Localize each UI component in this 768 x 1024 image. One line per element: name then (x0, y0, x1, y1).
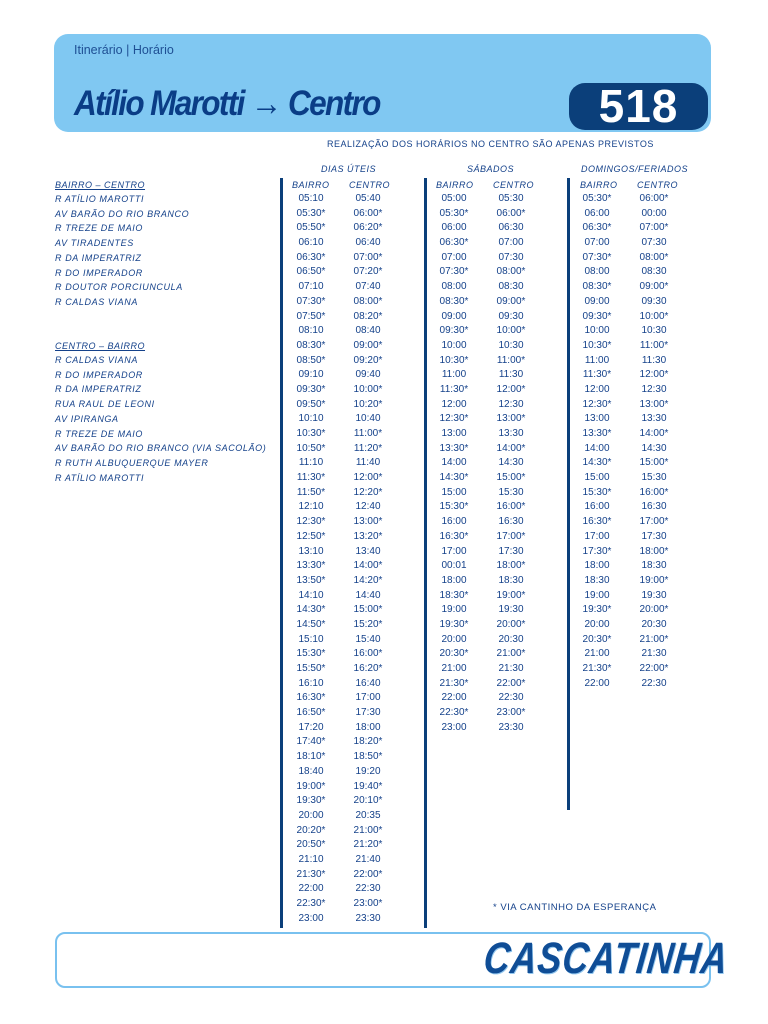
stop-item: R CALDAS VIANA (55, 355, 138, 365)
time-cell: 22:30* (296, 898, 326, 909)
time-cell: 10:30* (296, 428, 326, 439)
group-label-sundays: DOMINGOS/FERIADOS (581, 164, 689, 174)
time-cell: 16:00* (353, 648, 383, 660)
time-cell: 16:30 (641, 501, 667, 513)
stop-item: R CALDAS VIANA (55, 296, 138, 307)
time-cell: 07:40 (355, 281, 381, 293)
route-title-centro-bairro: CENTRO – BAIRRO (55, 341, 146, 351)
stop-item: R DA IMPERATRIZ (55, 384, 142, 395)
time-cell: 06:40 (355, 237, 381, 249)
time-cell: 14:30* (582, 457, 612, 469)
time-cell: 16:50* (296, 707, 326, 719)
time-cell: 15:40 (355, 633, 381, 645)
time-cell: 07:30* (582, 251, 612, 263)
time-cell: 14:00 (441, 457, 467, 469)
time-cell: 15:30* (296, 648, 326, 660)
time-cell: 16:30* (582, 516, 612, 528)
page-subtitle: Itinerário | Horário (74, 43, 174, 57)
time-cell: 09:50* (296, 398, 326, 410)
time-cell: 16:00* (496, 501, 526, 513)
time-cell: 08:30 (641, 266, 667, 278)
time-cell: 08:40 (355, 325, 381, 337)
time-cell: 07:20* (353, 266, 383, 278)
times-saturdays-bairro (432, 192, 476, 735)
stop-item: R ATÍLIO MAROTTI (55, 472, 145, 483)
time-cell: 08:00* (496, 266, 526, 278)
time-cell: 22:00 (584, 677, 610, 689)
time-cell: 09:40 (355, 369, 381, 381)
time-cell: 07:30* (296, 295, 326, 307)
time-cell: 15:00 (441, 486, 467, 498)
time-cell: 15:00* (496, 472, 526, 484)
time-cell: 00:01 (441, 560, 467, 572)
column-header-saturdays-centro: CENTRO (493, 180, 534, 190)
time-cell: 15:20* (353, 618, 383, 630)
time-cell: 13:30 (498, 428, 524, 439)
time-cell: 18:10* (296, 751, 326, 763)
footnote: * VIA CANTINHO DA ESPERANÇA (493, 902, 657, 913)
time-cell: 05:50* (296, 222, 326, 234)
time-cell: 08:00* (353, 295, 383, 307)
divider-line-right (567, 178, 570, 810)
time-cell: 07:00* (639, 222, 669, 234)
time-cell: 11:00* (496, 354, 526, 366)
time-cell: 20:20* (296, 824, 326, 836)
stop-item: AV BARÃO DO RIO BRANCO (55, 208, 190, 219)
times-weekdays-centro (346, 192, 390, 926)
time-cell: 16:00 (441, 516, 467, 528)
time-cell: 14:00* (353, 560, 383, 572)
time-cell: 09:30* (582, 310, 612, 322)
time-cell: 14:40 (355, 589, 381, 601)
time-cell: 14:30 (498, 457, 524, 469)
time-cell: 17:00 (584, 530, 610, 542)
time-cell: 10:00* (639, 310, 669, 322)
time-cell: 18:30 (498, 574, 524, 586)
time-cell: 12:30* (582, 398, 612, 410)
stop-item: RUA RAUL DE LEONI (55, 399, 155, 410)
time-cell: 15:00 (584, 472, 610, 484)
time-cell: 05:00 (441, 193, 467, 204)
time-cell: 12:00* (496, 383, 526, 395)
time-cell: 18:30 (641, 560, 667, 572)
time-cell: 22:00* (496, 677, 526, 689)
time-cell: 08:00 (584, 266, 610, 278)
time-cell: 21:30* (582, 663, 612, 674)
time-cell: 15:10 (298, 633, 324, 645)
time-cell: 13:50* (296, 574, 326, 586)
time-cell: 06:10 (298, 237, 324, 249)
time-cell: 11:00* (639, 339, 669, 351)
time-cell: 18:40 (298, 765, 324, 777)
time-cell: 21:30 (641, 648, 667, 660)
time-cell: 08:10 (298, 325, 324, 337)
times-weekdays-bairro (289, 192, 333, 926)
time-cell: 17:00* (639, 516, 669, 528)
time-cell: 20:35 (355, 809, 381, 821)
time-cell: 13:00* (353, 516, 383, 528)
column-header-sundays-centro: CENTRO (637, 180, 678, 190)
time-cell: 12:00 (584, 383, 610, 395)
time-cell: 07:30* (439, 266, 469, 278)
time-cell: 21:00 (441, 663, 467, 674)
time-cell: 08:30* (582, 281, 612, 293)
time-cell: 22:00* (639, 663, 669, 674)
time-cell: 11:30* (582, 369, 612, 381)
time-cell: 07:00* (353, 251, 383, 263)
time-cell: 16:30 (498, 516, 524, 528)
time-cell: 00:00 (641, 207, 667, 219)
time-cell: 10:30* (582, 339, 612, 351)
time-cell: 06:30* (296, 251, 326, 263)
route-title-bairro-centro: BAIRRO – CENTRO (55, 180, 146, 190)
time-cell: 09:30 (498, 310, 524, 322)
time-cell: 10:00* (496, 325, 526, 337)
time-cell: 18:00 (584, 560, 610, 572)
time-cell: 05:30 (498, 193, 524, 204)
time-cell: 11:30 (641, 354, 667, 366)
time-cell: 08:30 (498, 281, 524, 293)
time-cell: 21:10 (298, 853, 324, 865)
time-cell: 19:30* (582, 604, 612, 616)
divider-line-middle (424, 178, 427, 928)
time-cell: 11:30* (296, 472, 326, 484)
time-cell: 17:30 (355, 707, 381, 719)
time-cell: 06:30* (439, 237, 469, 249)
column-header-weekdays-centro: CENTRO (349, 180, 390, 190)
time-cell: 05:40 (355, 193, 381, 204)
time-cell: 17:00 (355, 692, 381, 704)
time-cell: 20:30* (582, 633, 612, 645)
time-cell: 18:00* (639, 545, 669, 557)
time-cell: 07:00 (498, 237, 524, 249)
time-cell: 19:00 (584, 589, 610, 601)
time-cell: 16:30* (439, 530, 469, 542)
time-cell: 11:30* (439, 383, 469, 395)
stop-item: AV TIRADENTES (55, 238, 134, 249)
time-cell: 11:20* (353, 442, 383, 454)
group-label-saturdays: SÁBADOS (467, 164, 515, 174)
time-cell: 12:30* (296, 516, 326, 528)
time-cell: 18:30 (584, 574, 610, 586)
time-cell: 18:30* (439, 589, 469, 601)
time-cell: 06:50* (296, 266, 326, 278)
time-cell: 19:20 (355, 765, 381, 777)
column-header-weekdays-bairro: BAIRRO (292, 180, 330, 190)
time-cell: 15:00* (639, 457, 669, 469)
time-cell: 12:50* (296, 530, 326, 542)
time-cell: 22:00 (298, 883, 324, 895)
time-cell: 21:20* (353, 839, 383, 851)
time-cell: 20:00 (298, 809, 324, 821)
time-cell: 18:00 (355, 721, 381, 733)
time-cell: 18:00* (496, 560, 526, 572)
time-cell: 16:10 (298, 677, 324, 689)
time-cell: 13:00* (496, 413, 526, 425)
stop-item: R DA IMPERATRIZ (55, 252, 142, 263)
time-cell: 09:30 (641, 295, 667, 307)
time-cell: 11:00 (584, 354, 610, 366)
time-cell: 13:30* (582, 428, 612, 439)
time-cell: 19:00* (296, 780, 326, 792)
stop-item: R ATÍLIO MAROTTI (55, 194, 145, 204)
time-cell: 09:00 (441, 310, 467, 322)
time-cell: 09:10 (298, 369, 324, 381)
time-cell: 20:00 (441, 633, 467, 645)
time-cell: 07:00 (441, 251, 467, 263)
time-cell: 10:20* (353, 398, 383, 410)
divider-line-left (280, 178, 283, 928)
time-cell: 13:40 (355, 545, 381, 557)
time-cell: 08:20* (353, 310, 383, 322)
time-cell: 22:00* (353, 868, 383, 880)
time-cell: 09:00* (496, 295, 526, 307)
time-cell: 06:30 (498, 222, 524, 234)
stop-item: AV IPIRANGA (55, 413, 119, 424)
column-header-sundays-bairro: BAIRRO (580, 180, 618, 190)
time-cell: 10:00 (441, 339, 467, 351)
time-cell: 06:00* (496, 207, 526, 219)
time-cell: 15:50* (296, 663, 326, 674)
time-cell: 21:00* (353, 824, 383, 836)
time-cell: 10:00 (584, 325, 610, 337)
column-header-saturdays-bairro: BAIRRO (436, 180, 474, 190)
time-cell: 23:30 (498, 721, 524, 733)
time-cell: 11:30 (498, 369, 524, 381)
time-cell: 23:00* (353, 898, 383, 909)
time-cell: 14:50* (296, 618, 326, 630)
stop-item: R DO IMPERADOR (55, 369, 143, 380)
time-cell: 14:00* (639, 428, 669, 439)
time-cell: 19:00* (639, 574, 669, 586)
time-cell: 06:00 (584, 207, 610, 219)
time-cell: 07:50* (296, 310, 326, 322)
time-cell: 10:40 (355, 413, 381, 425)
time-cell: 10:50* (296, 442, 326, 454)
time-cell: 05:10 (298, 193, 324, 204)
times-sundays-centro (632, 192, 676, 691)
time-cell: 18:00 (441, 574, 467, 586)
time-cell: 20:00* (496, 618, 526, 630)
time-cell: 19:40* (353, 780, 383, 792)
time-cell: 12:00* (639, 369, 669, 381)
time-cell: 09:00* (353, 339, 383, 351)
time-cell: 11:00 (441, 369, 467, 381)
time-cell: 12:10 (298, 501, 324, 513)
time-cell: 15:30* (582, 486, 612, 498)
time-cell: 20:30 (641, 618, 667, 630)
time-cell: 21:30 (498, 663, 524, 674)
group-label-weekdays: DIAS ÚTEIS (321, 164, 377, 174)
time-cell: 23:00 (441, 721, 467, 733)
time-cell: 17:00* (496, 530, 526, 542)
time-cell: 15:30 (498, 486, 524, 498)
time-cell: 18:20* (353, 736, 383, 748)
time-cell: 13:00* (639, 398, 669, 410)
time-cell: 13:20* (353, 530, 383, 542)
time-cell: 19:00 (441, 604, 467, 616)
times-saturdays-centro (489, 192, 533, 735)
time-cell: 18:50* (353, 751, 383, 763)
time-cell: 08:50* (296, 354, 326, 366)
time-cell: 17:30 (498, 545, 524, 557)
time-cell: 14:00* (496, 442, 526, 454)
cascatinha-logo: CASCATINHA (481, 934, 731, 983)
time-cell: 10:30* (439, 354, 469, 366)
time-cell: 10:30 (641, 325, 667, 337)
time-cell: 23:30 (355, 912, 381, 924)
time-cell: 16:00* (639, 486, 669, 498)
time-cell: 06:00* (353, 207, 383, 219)
time-cell: 07:00 (584, 237, 610, 249)
time-cell: 17:00 (441, 545, 467, 557)
time-cell: 17:20 (298, 721, 324, 733)
time-cell: 12:30* (439, 413, 469, 425)
times-sundays-bairro (575, 192, 619, 691)
time-cell: 12:40 (355, 501, 381, 513)
time-cell: 13:30* (296, 560, 326, 572)
time-cell: 14:30* (439, 472, 469, 484)
time-cell: 16:30* (296, 692, 326, 704)
time-cell: 15:30* (439, 501, 469, 513)
time-cell: 20:30 (498, 633, 524, 645)
time-cell: 10:30 (498, 339, 524, 351)
time-cell: 11:00* (353, 428, 383, 439)
time-cell: 14:20* (353, 574, 383, 586)
time-cell: 10:00* (353, 383, 383, 395)
time-cell: 12:00 (441, 398, 467, 410)
time-cell: 14:30 (641, 442, 667, 454)
time-cell: 05:30* (582, 193, 612, 204)
time-cell: 05:30* (439, 207, 469, 219)
time-cell: 21:30* (439, 677, 469, 689)
time-cell: 09:00* (639, 281, 669, 293)
time-cell: 11:40 (355, 457, 381, 469)
schedule-note: REALIZAÇÃO DOS HORÁRIOS NO CENTRO SÃO APENAS PREVISTOS (327, 139, 654, 149)
stop-item: AV BARÃO DO RIO BRANCO (VIA SACOLÃO) (55, 443, 267, 454)
stop-item: R DO IMPERADOR (55, 267, 143, 278)
time-cell: 10:10 (298, 413, 324, 425)
time-cell: 13:00 (441, 428, 467, 439)
time-cell: 22:30 (641, 677, 667, 689)
time-cell: 13:10 (298, 545, 324, 557)
time-cell: 06:00* (639, 193, 669, 204)
stop-item: R TREZE DE MAIO (55, 428, 144, 439)
time-cell: 12:00* (353, 472, 383, 484)
time-cell: 19:30 (498, 604, 524, 616)
time-cell: 22:30 (498, 692, 524, 704)
time-cell: 17:40* (296, 736, 326, 748)
time-cell: 19:00* (496, 589, 526, 601)
time-cell: 14:30* (296, 604, 326, 616)
line-number-badge: 518 (569, 83, 708, 130)
time-cell: 20:00* (639, 604, 669, 616)
time-cell: 16:40 (355, 677, 381, 689)
time-cell: 20:30* (439, 648, 469, 660)
time-cell: 08:00 (441, 281, 467, 293)
time-cell: 20:00 (584, 618, 610, 630)
time-cell: 08:00* (639, 251, 669, 263)
time-cell: 23:00* (496, 707, 526, 719)
time-cell: 17:30 (641, 530, 667, 542)
time-cell: 08:30* (296, 339, 326, 351)
time-cell: 07:10 (298, 281, 324, 293)
time-cell: 06:00 (441, 222, 467, 234)
time-cell: 19:30* (296, 795, 326, 807)
time-cell: 21:00 (584, 648, 610, 660)
time-cell: 19:30* (439, 618, 469, 630)
time-cell: 21:00* (496, 648, 526, 660)
time-cell: 21:40 (355, 853, 381, 865)
time-cell: 17:30* (582, 545, 612, 557)
time-cell: 13:00 (584, 413, 610, 425)
time-cell: 20:10* (353, 795, 383, 807)
time-cell: 09:30* (439, 325, 469, 337)
time-cell: 21:30* (296, 868, 326, 880)
stop-item: R TREZE DE MAIO (55, 223, 144, 234)
time-cell: 11:10 (298, 457, 324, 469)
time-cell: 09:20* (353, 354, 383, 366)
time-cell: 16:20* (353, 663, 383, 674)
stop-item: R DOUTOR PORCIUNCULA (55, 282, 183, 293)
page-title: Atílio Marotti → Centro (74, 84, 380, 123)
time-cell: 12:30 (641, 383, 667, 395)
time-cell: 06:30* (582, 222, 612, 234)
time-cell: 22:30* (439, 707, 469, 719)
time-cell: 21:00* (639, 633, 669, 645)
time-cell: 15:30 (641, 472, 667, 484)
stop-item: R RUTH ALBUQUERQUE MAYER (55, 457, 209, 468)
time-cell: 06:20* (353, 222, 383, 234)
time-cell: 11:50* (296, 486, 326, 498)
time-cell: 13:30 (641, 413, 667, 425)
time-cell: 23:00 (298, 912, 324, 924)
time-cell: 08:30* (439, 295, 469, 307)
time-cell: 12:20* (353, 486, 383, 498)
time-cell: 20:50* (296, 839, 326, 851)
time-cell: 22:30 (355, 883, 381, 895)
time-cell: 07:30 (498, 251, 524, 263)
time-cell: 16:00 (584, 501, 610, 513)
time-cell: 05:30* (296, 207, 326, 219)
time-cell: 09:00 (584, 295, 610, 307)
time-cell: 09:30* (296, 383, 326, 395)
time-cell: 15:00* (353, 604, 383, 616)
time-cell: 14:10 (298, 589, 324, 601)
time-cell: 13:30* (439, 442, 469, 454)
time-cell: 14:00 (584, 442, 610, 454)
time-cell: 12:30 (498, 398, 524, 410)
time-cell: 07:30 (641, 237, 667, 249)
time-cell: 19:30 (641, 589, 667, 601)
time-cell: 22:00 (441, 692, 467, 704)
